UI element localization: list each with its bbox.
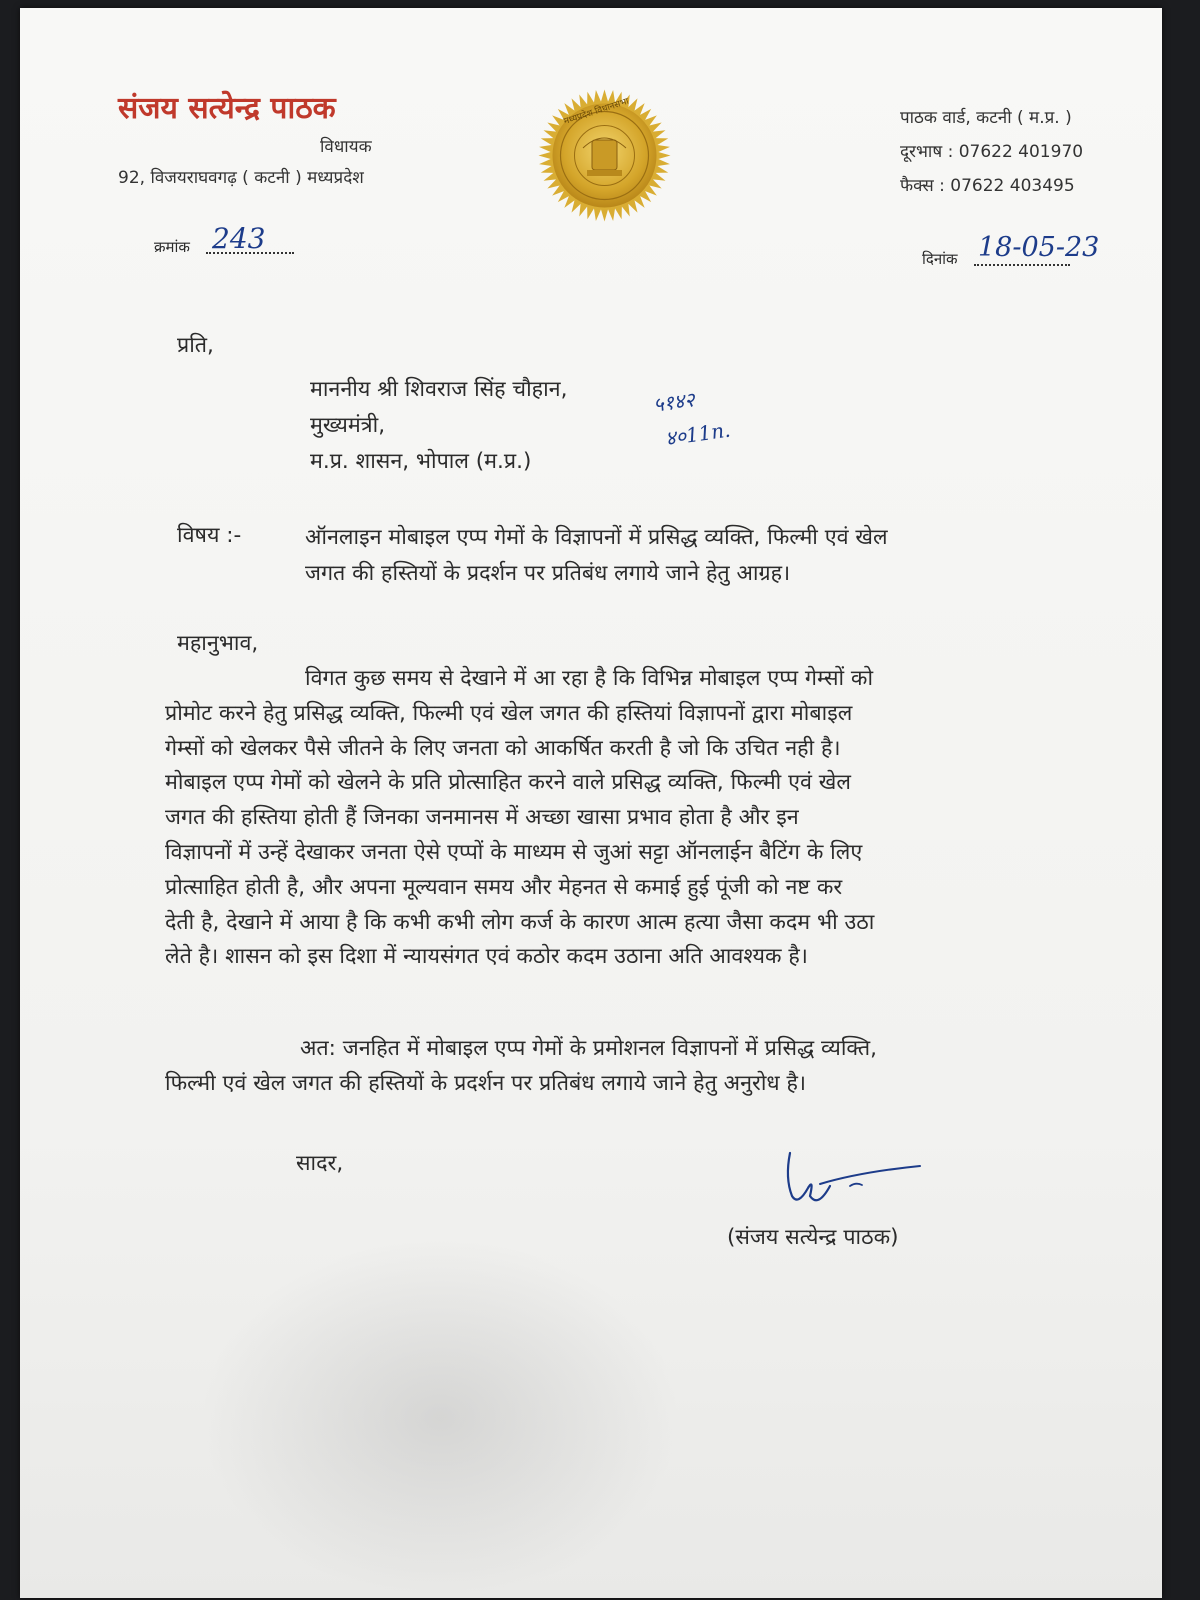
para1-line: प्रोत्साहित होती है, और अपना मूल्यवान समय और मेहनत से कमाई हुई पूंजी को नष्ट कर	[165, 874, 843, 900]
recipient-line2: मुख्यमंत्री,	[310, 413, 386, 438]
date-label: दिनांक	[922, 250, 958, 268]
greeting: महानुभाव,	[177, 631, 259, 656]
subject-label: विषय :-	[177, 523, 242, 548]
subject-line2: जगत की हस्तियों के प्रदर्शन पर प्रतिबंध लगाये जाने हेतु आग्रह।	[305, 561, 791, 586]
para1-line: मोबाइल एप्प गेमों को खेलने के प्रति प्रोत्साहित करने वाले प्रसिद्ध व्यक्ति, फिल्मी एवं खेल	[165, 770, 851, 796]
date-dots	[974, 264, 1070, 266]
para1-line: देती है, देखाने में आया है कि कभी कभी लोग कर्ज के कारण आत्म हत्या जैसा कदम भी उठा	[165, 909, 875, 935]
letterhead-name: संजय सत्येन्द्र पाठक	[118, 91, 336, 126]
ref-number-label: क्रमांक	[154, 238, 190, 256]
recipient-note-line2: ४०11n.	[663, 417, 732, 451]
letterhead-designation: विधायक	[320, 137, 372, 157]
para2-line: फिल्मी एवं खेल जगत की हस्तियों के प्रदर्शन पर प्रतिबंध लगाये जाने हेतु अनुरोध है।	[165, 1070, 807, 1096]
recipient-note-line1: ५१४२	[651, 387, 697, 417]
recipient-line3: म.प्र. शासन, भोपाल (म.प्र.)	[310, 449, 532, 474]
seal-text: मध्यप्रदेश विधानसभा	[562, 96, 631, 128]
closing-regards: सादर,	[296, 1151, 344, 1176]
letterhead-address: पाठक वार्ड, कटनी ( म.प्र. )	[900, 108, 1072, 128]
letterhead-phone: दूरभाष : 07622 401970	[900, 142, 1084, 162]
para1-line: जगत की हस्तिया होती हैं जिनका जनमानस में अच्छा खासा प्रभाव होता है और इन	[165, 805, 799, 831]
letterhead-fax: फैक्स : 07622 403495	[900, 176, 1075, 196]
ref-number-value: 243	[212, 222, 266, 255]
photo-shadow	[200, 1238, 680, 1598]
para2-line: अत: जनहित में मोबाइल एप्प गेमों के प्रमोशनल विज्ञापनों में प्रसिद्ध व्यक्ति,	[300, 1036, 878, 1061]
body-paragraph-1	[165, 662, 1015, 975]
subject-line1: ऑनलाइन मोबाइल एप्प गेमों के विज्ञापनों में प्रसिद्ध व्यक्ति, फिल्मी एवं खेल	[305, 525, 888, 550]
body-paragraph-2	[165, 1032, 1015, 1102]
para1-line: प्रोमोट करने हेतु प्रसिद्ध व्यक्ति, फिल्मी एवं खेल जगत की हस्तियां विज्ञापनों द्वारा मोबाइल	[165, 700, 853, 726]
para1-line: विगत कुछ समय से देखाने में आ रहा है कि विभिन्न मोबाइल एप्प गेम्सों को	[305, 666, 874, 691]
date-value: 18-05-23	[978, 232, 1100, 263]
letterhead-constituency: 92, विजयराघवगढ़ ( कटनी ) मध्यप्रदेश	[118, 168, 364, 188]
para1-line: विज्ञापनों में उन्हें देखाकर जनता ऐसे एप्पों के माध्यम से जुआं सट्टा ऑनलाईन बैटिंग के लिए	[165, 839, 863, 865]
signatory-name: (संजय सत्येन्द्र पाठक)	[727, 1225, 899, 1250]
recipient-salutation: प्रति,	[177, 333, 214, 358]
para1-line: लेते है। शासन को इस दिशा में न्यायसंगत एवं कठोर कदम उठाना अति आवश्यक है।	[165, 944, 808, 970]
para1-line: गेम्सों को खेलकर पैसे जीतने के लिए जनता को आकर्षित करती है जो कि उचित नही है।	[165, 735, 841, 761]
recipient-line1: माननीय श्री शिवराज सिंह चौहान,	[310, 377, 568, 402]
signature-icon	[780, 1148, 930, 1218]
